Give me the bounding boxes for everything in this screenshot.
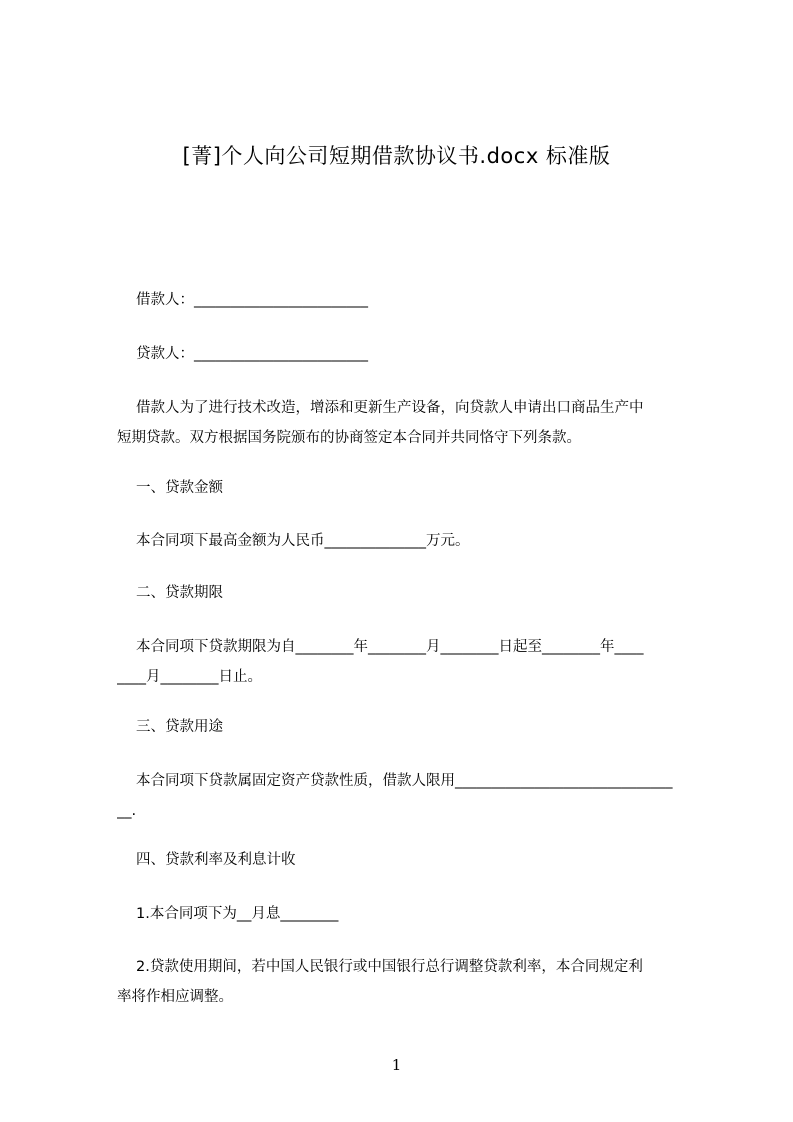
section2-paragraph xyxy=(117,632,707,692)
section4-item2-paragraph xyxy=(117,952,707,1012)
section2-line-1: 本合同项下贷款期限为自________年________月________日起至________年____ xyxy=(136,639,644,655)
intro-line-2: 短期贷款。双方根据国务院颁布的协商签定本合同并共同恪守下列条款。 xyxy=(117,430,581,446)
section4-item2-line-1: 2.贷款使用期间，若中国人民银行或中国银行总行调整贷款利率，本合同规定利 xyxy=(136,959,643,975)
section2-line-2: ____月________日止。 xyxy=(117,669,262,685)
page-number: 1 xyxy=(391,1056,402,1074)
document-title: [菁]个人向公司短期借款协议书.docx 标准版 xyxy=(182,144,611,168)
section3-line-2: __. xyxy=(117,803,137,819)
lender-line: 贷款人：________________________ xyxy=(136,346,368,362)
intro-line-1: 借款人为了进行技术改造，增添和更新生产设备，向贷款人申请出口商品生产中 xyxy=(136,400,644,416)
section4-item1: 1.本合同项下为__月息________ xyxy=(136,906,339,922)
section3-line-1: 本合同项下贷款属固定资产贷款性质，借款人限用______________________________ xyxy=(136,773,673,789)
borrower-line: 借款人：________________________ xyxy=(136,292,368,308)
section3-paragraph xyxy=(117,766,707,826)
section4-heading: 四、贷款利率及利息计收 xyxy=(136,852,296,868)
section1-text: 本合同项下最高金额为人民币______________万元。 xyxy=(136,533,470,549)
section2-heading: 二、贷款期限 xyxy=(136,585,223,601)
section3-heading: 三、贷款用途 xyxy=(136,719,223,735)
section4-item2-line-2: 率将作相应调整。 xyxy=(117,989,233,1005)
intro-paragraph xyxy=(117,393,707,453)
section1-heading: 一、贷款金额 xyxy=(136,480,223,496)
